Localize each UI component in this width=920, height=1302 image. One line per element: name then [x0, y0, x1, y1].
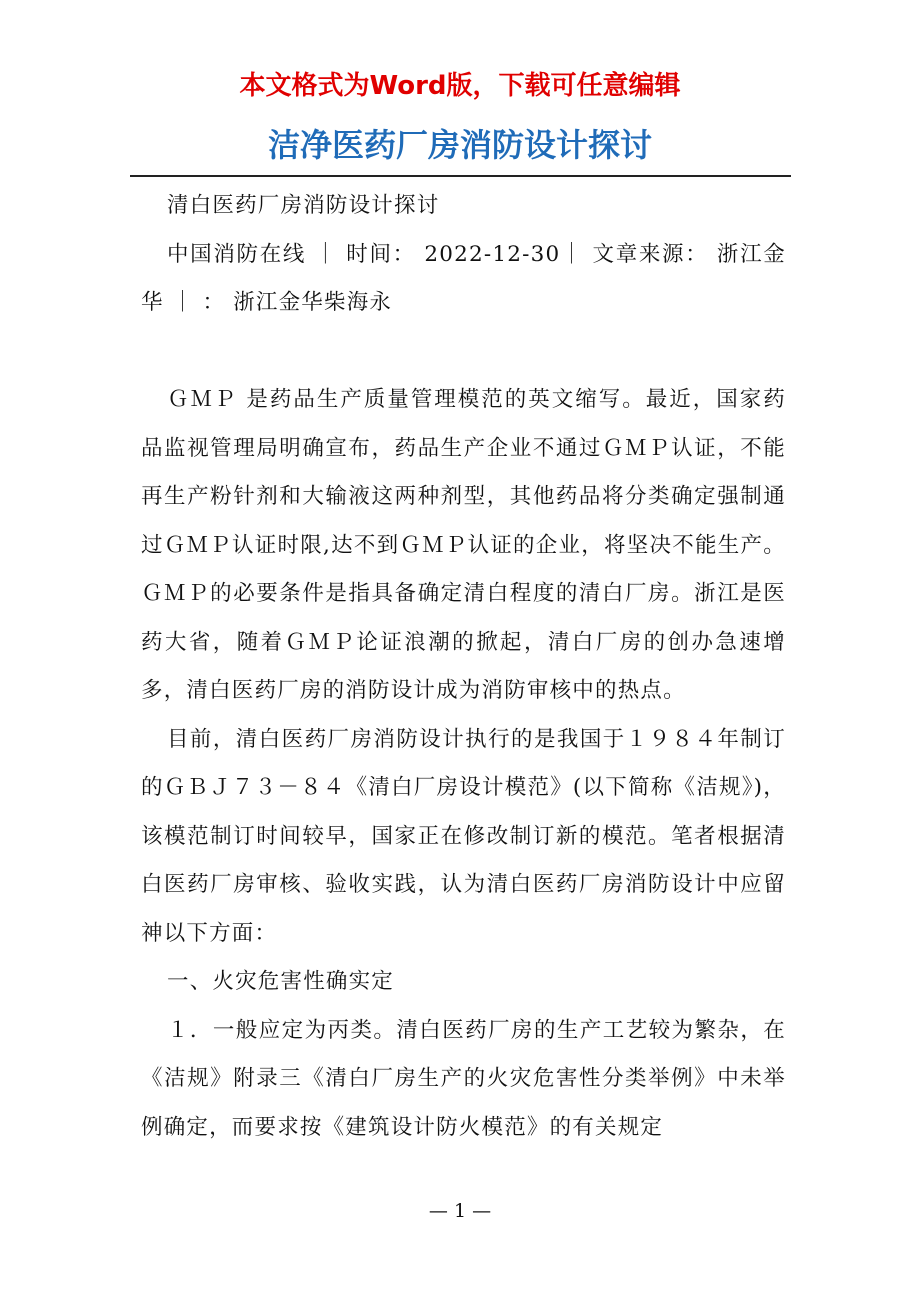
article-heading: 清白医药厂房消防设计探讨 [167, 193, 440, 218]
article-meta: 中国消防在线 ｜ 时间： 2022-12-30｜ 文章来源： 浙江金华 ｜ ： 浙江金华柴海永 [141, 241, 786, 315]
article-body [141, 182, 786, 1152]
blank-line [141, 328, 786, 377]
paragraph-current-standard: 目前，清白医药厂房消防设计执行的是我国于１９８４年制订的ＧＢＪ７３－８４《清白厂房设计模范》(以下简称《洁规》)，该模范制订时间较早，国家正在修改制订新的模范。笔者根据清白医药厂房审核、验收实践，认为清白医药厂房消防设计中应留神以下方面： [141, 726, 786, 946]
paragraph-gmp-intro: ＧＭＰ 是药品生产质量管理模范的英文缩写。最近，国家药品监视管理局明确宣布，药品生产企业不通过ＧＭＰ认证，不能再生产粉针剂和大输液这两种剂型，其他药品将分类确定强制通过ＧＭＰ认证时限,达不到ＧＭＰ认证的企业，将坚决不能生产。ＧＭＰ的必要条件是指具备确定清白程度的清白厂房。浙江是医药大省，随着ＧＭＰ论证浪潮的掀起，清白厂房的创办急速增多，清白医药厂房的消防设计成为消防审核中的热点。 [141, 387, 786, 703]
title-divider [130, 175, 791, 177]
document-title: 洁净医药厂房消防设计探讨 [267, 126, 652, 164]
section-heading-fire-hazard: 一、火灾危害性确实定 [167, 969, 395, 994]
download-banner: 本文格式为Word版，下载可任意编辑 [239, 71, 681, 101]
paragraph-class-c: １．一般应定为丙类。清白医药厂房的生产工艺较为繁杂，在《洁规》附录三《清白厂房生产的火灾危害性分类举例》中未举例确定，而要求按《建筑设计防火模范》的有关规定 [141, 1017, 786, 1140]
page-number: — 1 — [428, 1200, 492, 1222]
